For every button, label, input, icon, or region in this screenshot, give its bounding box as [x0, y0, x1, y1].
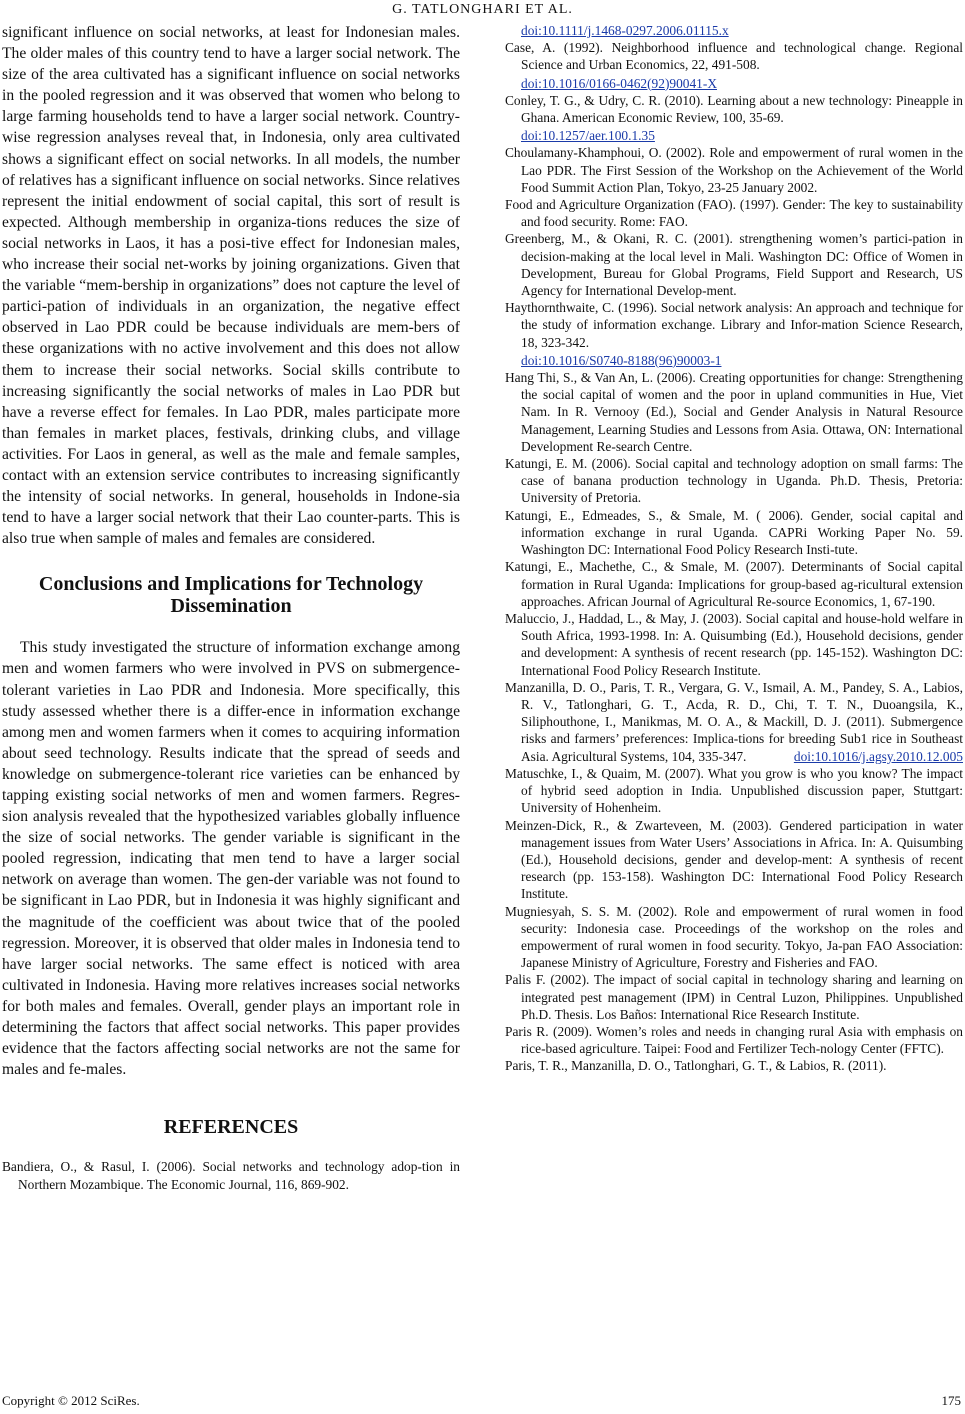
body-paragraph: This study investigated the structure of information exchange among men and women farmers who were involved in PVS on submergence-tolerant varieties in Lao PDR and Indonesia. More specifically, this study assessed whether there is a differ-ence in information exchange among men and women farmers when it comes to acquiring information about seed technology. Results indicate that the spread of seeds and knowledge on submergence-tolerant rice varieties can be enhanced by tapping existing social networks of men and women farmers. Regres-sion analysis revealed that the hypothesized variables globally influence the size of social networks. The gender variable is significant in the pooled regression, indicating that men tend to have a larger social network on average than women. The gen-der variable was not found to be significant in Lao PDR, but in Indonesia it was highly significant and the magnitude of the coefficient was about twice that of the pooled regression. Moreover, it is observed that older males in Indonesia tend to have larger social networks. The same effect is noticed with area cultivated in Indonesia. Having more relatives increases social networks for both males and females. Overall, gender plays an important role in determining the factors that affect social networks. This paper provides evidence that the factors affecting social networks are not the same for males and fe-males.	[2, 639, 460, 1079]
section-heading: Conclusions and Implications for Technology Dissemination	[38, 573, 424, 618]
page-number: 175	[941, 1393, 961, 1408]
doi-line	[505, 127, 963, 144]
reference-item: Paris R. (2009). Women’s roles and needs in changing rural Asia with emphasis on rice-based agriculture. Taipei: Food and Fertilizer Tech-nology Center (FFTC).	[505, 1023, 963, 1057]
right-column	[505, 22, 963, 1075]
references-heading: REFERENCES	[163, 1116, 299, 1139]
reference-item: Haythornthwaite, C. (1996). Social network analysis: An approach and technique for the study of information exchange. Library and Infor-mation Science Research, 18, 323-342.	[505, 300, 963, 350]
doi-line	[505, 352, 963, 369]
reference-item: Katungi, E., Edmeades, S., & Smale, M. ( 2006). Gender, social capital and information exchange in rural Uganda. CAPRi Working Paper No. 59. Washington DC: International Food Policy Research Insti-tute.	[505, 507, 963, 558]
doi-line	[505, 75, 963, 92]
doi-link[interactable]: doi:10.1016/0166-0462(92)90041-X	[521, 75, 718, 91]
reference-item: Greenberg, M., & Okani, R. C. (2001). strengthening women’s partici-pation in decision-making at the local level in Mali. Washington DC: Office of Women in Development, Bureau for Global Programs, Field Support and Research, US Agency for International Develop-ment.	[505, 231, 963, 299]
reference-item: Matuschke, I., & Quaim, M. (2007). What you grow is who you know? The impact of hybrid seed adoption in India. Unpublished discussion paper, Stuttgart: University of Hohenheim.	[505, 765, 963, 816]
reference-item: Manzanilla, D. O., Paris, T. R., Vergara, G. V., Ismail, A. M., Pandey, S. A., Labios, R. V., Tatlonghari, G. T., Acda, R. D., Chi, T. T. N., Duoangsila, K., Siliphouthone, I., Manikmas, M. O. A., & Mackill, D. J. (2011). Submergence risks and farmers’ preferences: Implica-tions for breeding Sub1 rice in Southeast Asia. Agricultural Systems, 104, 335-347.	[505, 679, 963, 764]
reference-item: Choulamany-Khamphoui, O. (2002). Role and empowerment of rural women in the Lao PDR. The First Session of the Workshop on the Achievement of the World Food Summit Action Plan, Tokyo, 23-25 January 2002.	[505, 145, 963, 195]
reference-item: Case, A. (1992). Neighborhood influence and technological change. Regional Science and Urban Economics, 22, 491-508.	[505, 40, 963, 73]
body-paragraph: significant influence on social networks, at least for Indonesian males. The older males of this country tend to have a larger social network. The size of the area cultivated has a significant influence on social networks in the pooled regression and it was observed that women who belong to large farming households tend to have a larger social network. Country-wise regression analyses reveal that, in Indonesia, only area cultivated shows a significant effect on social networks. In all models, the number of relatives has a significant influence on social networks. Since relatives represent the initial endowment of social capital, this sort of result is expected. Although membership in organiza-tions reduces the size of social networks in Laos, it has a posi-tive effect for Indonesian males, who increase their social net-works by joining organizations. Given that the variable “mem-bership in organizations” does not capture the level of partici-pation of individuals in an organization, the negative effect observed in Lao PDR could be because individuals are mem-bers of these organizations with no active involvement and this does not allow them to increase their social networks. Social skills contribute to increasing significantly the social networks of males in Lao PDR but have a reverse effect for females. In Lao PDR, males participate more than females in market places, festivals, drinking clubs, and village activities. For Laos in general, as well as the male and female samples, contact with an extension service contributes to increasing significantly the intensity of social networks. In general, households in Indone-sia tend to have a larger social network that their Lao counter-parts. This is also true when sample of males and females are considered.	[2, 24, 460, 548]
reference-item: Paris, T. R., Manzanilla, D. O., Tatlonghari, G. T., & Labios, R. (2011).	[505, 1058, 887, 1074]
reference-item: Bandiera, O., & Rasul, I. (2006). Social networks and technology adop-tion in Northern Mozambique. The Economic Journal, 116, 869-902.	[2, 1159, 460, 1192]
doi-link[interactable]: doi:10.1016/j.agsy.2010.12.005	[793, 748, 963, 764]
doi-link[interactable]: doi:10.1111/j.1468-0297.2006.01115.x	[521, 23, 729, 38]
doi-line	[505, 22, 963, 39]
reference-item: Meinzen-Dick, R., & Zwarteveen, M. (2003). Gendered participation in water management issues from Water Users’ Associations in Africa. In: A. Quisumbing (Ed.), Household decisions, gender and develop-ment: A synthesis of recent research (pp. 153-158). Washington DC: International Food Policy Research Institute.	[505, 817, 963, 902]
doi-link[interactable]: doi:10.1257/aer.100.1.35	[521, 128, 655, 144]
left-column	[2, 22, 460, 1193]
reference-item: Conley, T. G., & Udry, C. R. (2010). Learning about a new technology: Pineapple in Ghana. American Economic Review, 100, 35-69.	[505, 92, 963, 126]
reference-item: Katungi, E. M. (2006). Social capital and technology adoption on small farms: The case of banana production technology in Uganda. Ph.D. Thesis, Pretoria: University of Pretoria.	[505, 456, 963, 506]
reference-item: Maluccio, J., Haddad, L., & May, J. (2003). Social capital and house-hold welfare in South Africa, 1993-1998. In: A. Quisumbing (Ed.), Household decisions, gender and development: A synthesis of recent research (pp. 145-152). Washington DC: International Food Policy Research Institute.	[505, 610, 963, 678]
reference-item: Mugniesyah, S. S. M. (2002). Role and empowerment of rural women in food security: Indonesia case. Proceedings of the workshop on the roles and empowerment of rural women in food security. Tokyo, Ja-pan FAO Association: Japanese Ministry of Agriculture, Forestry and Fisheries and FAO.	[505, 903, 963, 971]
doi-link[interactable]: doi:10.1016/S0740-8188(96)90003-1	[521, 352, 722, 368]
reference-item: Food and Agriculture Organization (FAO). (1997). Gender: The key to sustainability and food security. Rome: FAO.	[505, 197, 963, 230]
reference-item: Katungi, E., Machethe, C., & Smale, M. (2007). Determinants of Social capital formation in Rural Uganda: Implications for group-based ag-ricultural extension approaches. African Journal of Agricultural Re-source Economics, 1, 67-190.	[505, 559, 963, 609]
footer-copyright: Copyright © 2012 SciRes.	[2, 1393, 140, 1408]
running-header: G. TATLONGHARI ET AL.	[392, 2, 573, 17]
reference-item: Palis F. (2002). The impact of social capital in technology sharing and learning on integrated pest management (IPM) in Central Luzon, Philippines. Unpublished Ph.D. Thesis. Los Baños: International Rice Research Institute.	[505, 972, 963, 1022]
reference-item: Hang Thi, S., & Van An, L. (2006). Creating opportunities for change: Strengthening the social capital of women and the poor in upland communities in Hue, Viet Nam. In R. Vernooy (Ed.), Social and Gender Analysis in Natural Resource Management, Learning Studies and Lessons from Asia. Ottawa, ON: International Development Re-search Centre.	[505, 370, 963, 454]
